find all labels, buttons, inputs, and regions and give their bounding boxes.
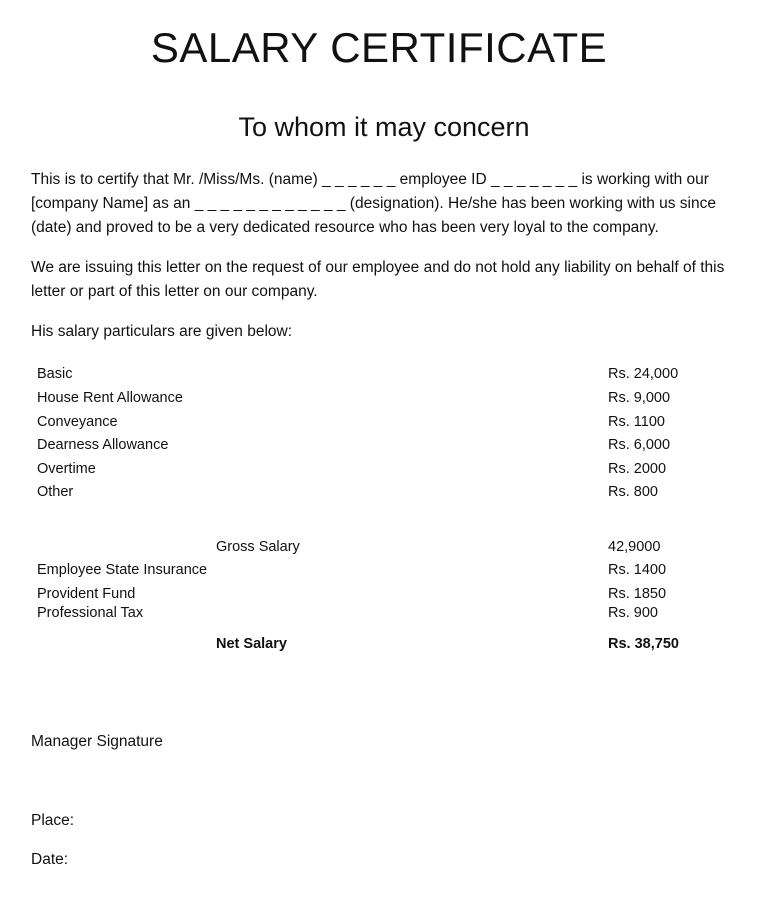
earning-label-overtime: Overtime	[37, 461, 96, 477]
earning-label-dearness: Dearness Allowance	[37, 437, 169, 453]
place-label: Place:	[31, 812, 75, 829]
net-salary-value: Rs. 38,750	[608, 636, 679, 652]
deduction-value-esi: Rs. 1400	[608, 562, 667, 578]
gross-salary-label: Gross Salary	[216, 539, 300, 555]
salary-intro-paragraph: His salary particulars are given below:	[31, 323, 293, 340]
earning-value-hra: Rs. 9,000	[608, 390, 671, 406]
earning-label-conveyance: Conveyance	[37, 414, 118, 430]
earning-value-basic: Rs. 24,000	[608, 366, 679, 382]
certification-paragraph: This is to certify that Mr. /Miss/Ms. (name) _ _ _ _ _ _ employee ID _ _ _ _ _ _ _ is working with our [company Name] as an _ _ _ _ _ _ _ _ _ _ _ _ (designation). He/she has been working with us since (date) and proved to be a very dedicated resource who has been very loyal to the company.	[31, 171, 716, 236]
earning-label-basic: Basic	[37, 366, 73, 382]
earning-value-conveyance: Rs. 1100	[608, 414, 665, 430]
liability-paragraph: We are issuing this letter on the request of our employee and do not hold any liability on behalf of this letter or part of this letter on our company.	[31, 259, 725, 300]
net-salary-label: Net Salary	[216, 636, 287, 652]
earning-value-dearness: Rs. 6,000	[608, 437, 671, 453]
gross-salary-value: 42,9000	[608, 539, 661, 555]
earning-label-other: Other	[37, 484, 74, 500]
salutation: To whom it may concern	[238, 112, 530, 142]
deduction-label-esi: Employee State Insurance	[37, 562, 208, 578]
earning-label-hra: House Rent Allowance	[37, 390, 183, 406]
earning-value-other: Rs. 800	[608, 484, 658, 500]
manager-signature-label: Manager Signature	[31, 733, 163, 750]
deduction-value-professional-tax: Rs. 900	[608, 605, 658, 621]
deduction-label-pf: Provident Fund	[37, 586, 136, 602]
earning-value-overtime: Rs. 2000	[608, 461, 667, 477]
date-label: Date:	[31, 851, 69, 868]
deduction-value-pf: Rs. 1850	[608, 586, 667, 602]
page-title: SALARY CERTIFICATE	[150, 24, 608, 71]
deduction-label-professional-tax: Professional Tax	[37, 605, 144, 621]
